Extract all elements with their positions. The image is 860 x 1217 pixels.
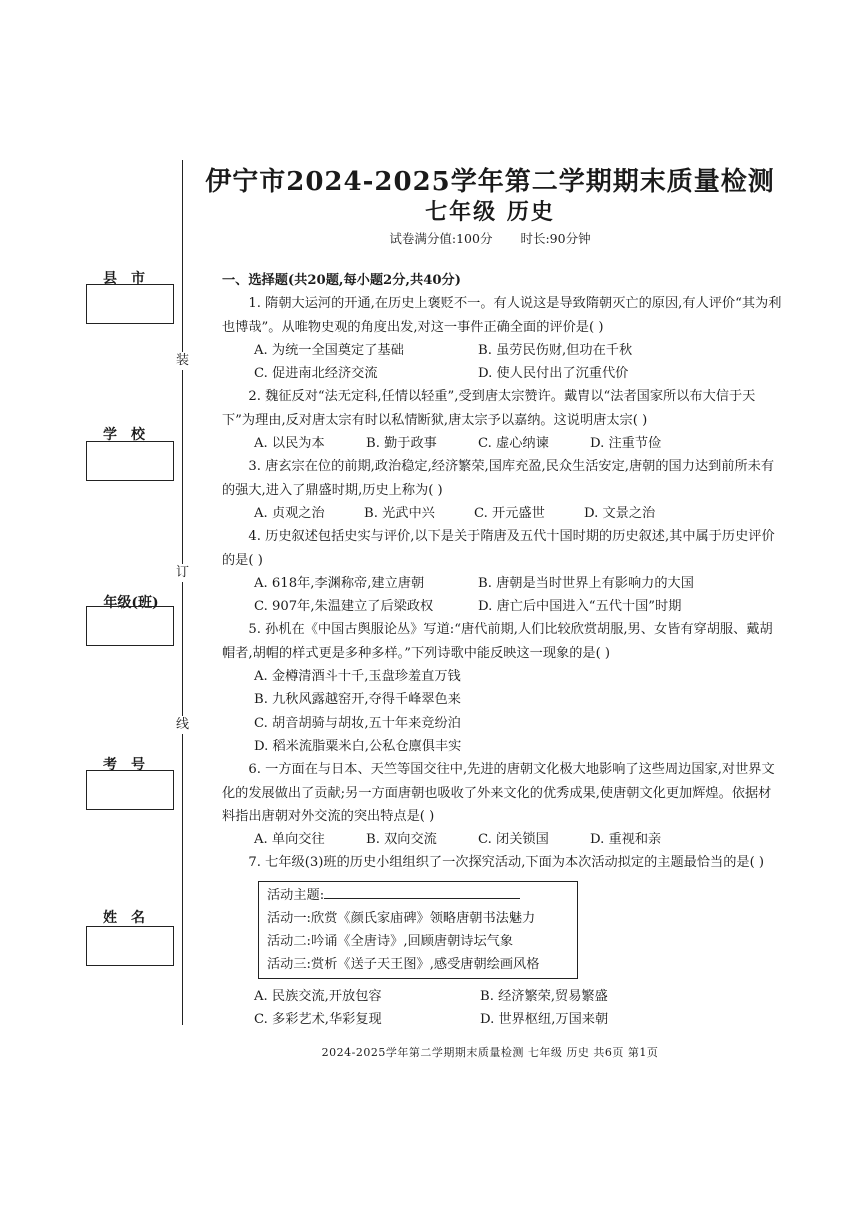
- option-a[interactable]: A. 贞观之治: [254, 505, 325, 521]
- binding-mark-zhuang: 装: [176, 353, 190, 368]
- page-footer: 2024-2025学年第二学期期末质量检测 七年级 历史 共6页 第1页: [321, 1046, 659, 1059]
- activity-item: 活动一:欣赏《颜氏家庙碑》领略唐朝书法魅力: [267, 910, 536, 926]
- county-label: 县市: [103, 271, 159, 287]
- option-b[interactable]: B. 九秋风露越窑开,夺得千峰翠色来: [254, 692, 461, 708]
- question-stem: 7. 七年级(3)班的历史小组组织了一次探究活动,下面为本次活动拟定的主题最恰当的是( ): [248, 855, 765, 871]
- school-label: 学校: [103, 427, 159, 443]
- theme-blank[interactable]: [324, 884, 520, 899]
- activity-theme: [267, 884, 569, 907]
- option-b[interactable]: B. 唐朝是当时世界上有影响力的大国: [478, 575, 694, 591]
- option-c[interactable]: C. 开元盛世: [474, 505, 545, 521]
- option-c[interactable]: C. 多彩艺术,华彩复现: [254, 1012, 382, 1028]
- activity-item: 活动二:吟诵《全唐诗》,回顾唐朝诗坛气象: [267, 933, 514, 949]
- option-a[interactable]: A. 618年,李渊称帝,建立唐朝: [254, 575, 425, 591]
- option-c[interactable]: C. 胡音胡骑与胡妆,五十年来竞纷泊: [254, 715, 461, 731]
- option-a[interactable]: A. 金樽清酒斗十千,玉盘珍羞直万钱: [254, 669, 461, 685]
- exam-subtitle: 七年级 历史: [425, 199, 555, 225]
- name-field[interactable]: [86, 926, 174, 966]
- school-field[interactable]: [86, 441, 174, 481]
- exam-title: 伊宁市2024-2025学年第二学期期末质量检测: [205, 167, 775, 197]
- activity-item: 活动三:赏析《送子天王图》,感受唐朝绘画风格: [267, 956, 540, 972]
- option-b[interactable]: B. 双向交流: [366, 832, 437, 848]
- option-d[interactable]: D. 重视和亲: [590, 832, 662, 848]
- question-stem: 2. 魏征反对“法无定科,任情以轻重”,受到唐太宗赞许。戴胄以“法者国家所以布大信于天下”为理由,反对唐太宗有时以私情断狱,唐太宗予以嘉纳。这说明唐太宗( ): [222, 389, 756, 428]
- option-a[interactable]: A. 单向交往: [254, 832, 325, 848]
- option-b[interactable]: B. 光武中兴: [364, 505, 435, 521]
- question-stem: 5. 孙机在《中国古舆服论丛》写道:“唐代前期,人们比较欣赏胡服,男、女皆有穿胡服、戴胡帽者,胡帽的样式更是多种多样。”下列诗歌中能反映这一现象的是( ): [222, 622, 773, 661]
- exam-meta: [180, 229, 800, 247]
- option-grid: [222, 572, 782, 619]
- name-label: 姓名: [103, 910, 159, 926]
- option-a[interactable]: A. 为统一全国奠定了基础: [254, 342, 404, 358]
- question-stem: 4. 历史叙述包括史实与评价,以下是关于隋唐及五代十国时期的历史叙述,其中属于历史评价的是( ): [222, 529, 775, 568]
- question-stem: 3. 唐玄宗在位的前期,政治稳定,经济繁荣,国库充盈,民众生活安定,唐朝的国力达到前所未有的强大,进入了鼎盛时期,历史上称为( ): [222, 459, 775, 498]
- option-c[interactable]: C. 促进南北经济交流: [254, 366, 378, 382]
- option-row: [222, 828, 782, 851]
- option-d[interactable]: D. 注重节俭: [590, 436, 662, 452]
- option-d[interactable]: D. 世界枢纽,万国来朝: [480, 1012, 609, 1028]
- question-stem: 6. 一方面在与日本、天竺等国交往中,先进的唐朝文化极大地影响了这些周边国家,对世界文化的发展做出了贡献;另一方面唐朝也吸收了外来文化的优秀成果,使唐朝文化更加辉煌。依据材料指出唐朝对外交流的突出特点是( ): [222, 762, 775, 824]
- option-b[interactable]: B. 经济繁荣,贸易繁盛: [480, 988, 608, 1004]
- option-b[interactable]: B. 勤于政事: [366, 436, 437, 452]
- option-grid: [222, 339, 782, 386]
- question-stem: 1. 隋朝大运河的开通,在历史上褒贬不一。有人说这是导致隋朝灭亡的原因,有人评价“其为利也博哉”。从唯物史观的角度出发,对这一事件正确全面的评价是( ): [222, 296, 782, 335]
- full-score: 试卷满分值:100分: [389, 231, 493, 246]
- option-c[interactable]: C. 907年,朱温建立了后梁政权: [254, 599, 434, 615]
- option-c[interactable]: C. 闭关锁国: [478, 832, 549, 848]
- option-c[interactable]: C. 虚心纳谏: [478, 436, 549, 452]
- duration: 时长:90分钟: [520, 231, 591, 246]
- exam-number-field[interactable]: [86, 770, 174, 810]
- section-heading: 一、选择题(共20题,每小题2分,共40分): [222, 273, 461, 288]
- option-a[interactable]: A. 民族交流,开放包容: [254, 988, 382, 1004]
- binding-mark-xian: 线: [176, 717, 190, 732]
- option-a[interactable]: A. 以民为本: [254, 436, 325, 452]
- activity-box: [258, 881, 578, 979]
- grade-class-field[interactable]: [86, 606, 174, 646]
- binding-mark-ding: 订: [176, 565, 190, 580]
- option-d[interactable]: D. 文景之治: [584, 505, 656, 521]
- grade-class-label: 年级(班): [103, 595, 159, 611]
- option-d[interactable]: D. 唐亡后中国进入“五代十国”时期: [478, 599, 682, 615]
- activity-theme-label: 活动主题:: [267, 887, 325, 903]
- county-field[interactable]: [86, 284, 174, 324]
- exam-number-label: 考号: [103, 757, 159, 773]
- option-d[interactable]: D. 稻米流脂粟米白,公私仓廪俱丰实: [254, 738, 462, 754]
- option-row: [222, 432, 782, 455]
- option-d[interactable]: D. 使人民付出了沉重代价: [478, 366, 629, 382]
- option-row: [222, 502, 782, 525]
- option-b[interactable]: B. 虽劳民伤财,但功在千秋: [478, 342, 633, 358]
- option-grid: [222, 985, 782, 1032]
- binding-line: [182, 160, 183, 1025]
- question-area: [222, 269, 782, 1031]
